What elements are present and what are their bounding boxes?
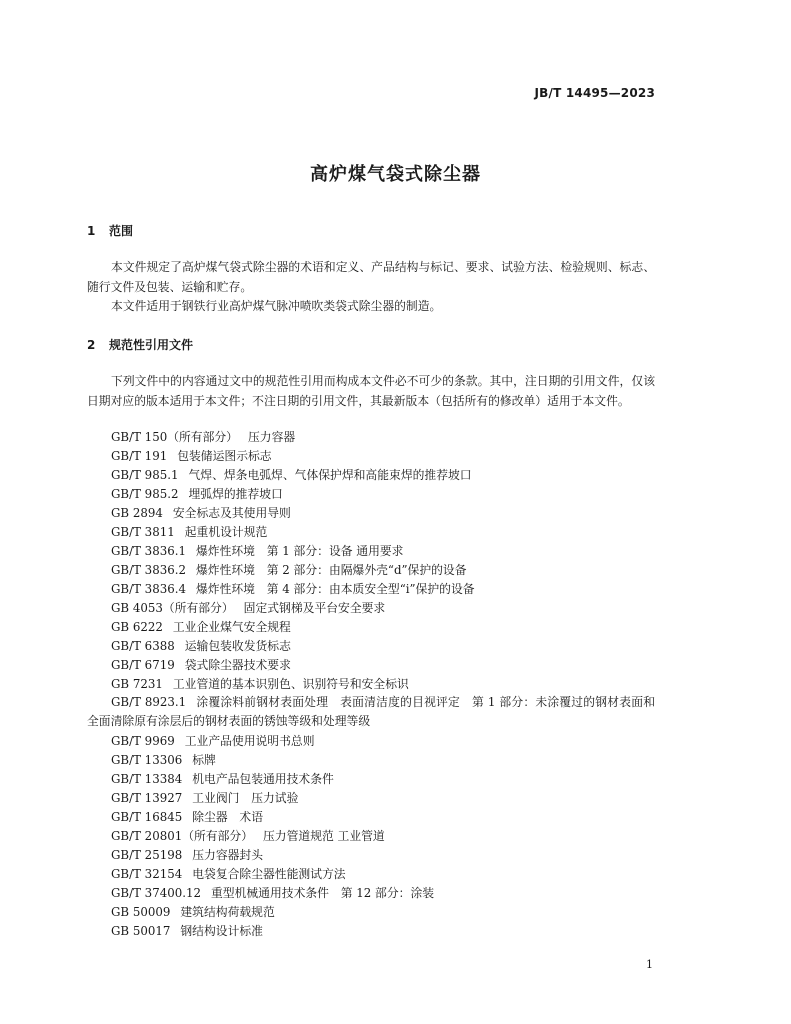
reference-item bbox=[111, 732, 315, 750]
reference-item bbox=[87, 693, 655, 731]
reference-code: GB/T 8923.1 bbox=[111, 695, 187, 709]
reference-item bbox=[111, 447, 272, 465]
reference-title: 工业企业煤气安全规程 bbox=[172, 620, 291, 634]
document-title: 高炉煤气袋式除尘器 bbox=[310, 164, 481, 185]
reference-title: 压力容器封头 bbox=[192, 848, 264, 862]
reference-code: GB 7231 bbox=[111, 677, 163, 691]
reference-item bbox=[111, 428, 295, 446]
reference-code: GB 50017 bbox=[111, 924, 171, 938]
reference-item bbox=[111, 618, 291, 636]
reference-code: GB/T 13306 bbox=[111, 753, 183, 767]
reference-title: 工业产品使用说明书总则 bbox=[184, 734, 315, 748]
reference-item bbox=[111, 770, 334, 788]
references-intro-paragraph: 下列文件中的内容通过文中的规范性引用而构成本文件必不可少的条款。其中，注日期的引用文件，仅该日期对应的版本适用于本文件；不注日期的引用文件，其最新版本（包括所有的修改单）适用于本文件。 bbox=[87, 374, 655, 408]
section-title: 范围 bbox=[109, 224, 134, 238]
reference-code: GB/T 3836.4 bbox=[111, 582, 186, 596]
reference-item bbox=[111, 922, 263, 940]
reference-item bbox=[111, 561, 467, 579]
reference-title: 涂覆涂料前钢材表面处理 表面清洁度的目视评定 第 1 部分：未涂覆过的钢材表面和全面清除原有涂层后的钢材表面的锈蚀等级和处理等级 bbox=[87, 695, 655, 728]
standard-code: JB/T 14495—2023 bbox=[534, 86, 655, 100]
reference-item bbox=[111, 485, 283, 503]
reference-item bbox=[111, 504, 291, 522]
section-title: 规范性引用文件 bbox=[109, 338, 194, 352]
reference-title: 标牌 bbox=[192, 753, 216, 767]
reference-item bbox=[111, 751, 216, 769]
reference-title: 气焊、焊条电弧焊、气体保护焊和高能束焊的推荐坡口 bbox=[188, 468, 472, 482]
reference-code: GB/T 32154 bbox=[111, 867, 183, 881]
reference-item bbox=[111, 827, 385, 845]
reference-item bbox=[111, 789, 298, 807]
reference-code: GB/T 13384 bbox=[111, 772, 183, 786]
section-heading-normative-references bbox=[87, 336, 193, 353]
reference-title: 压力管道规范 工业管道 bbox=[263, 829, 385, 843]
reference-code: GB/T 3836.2 bbox=[111, 563, 186, 577]
page-number: 1 bbox=[646, 958, 653, 971]
reference-item bbox=[111, 903, 275, 921]
reference-item bbox=[111, 580, 475, 598]
reference-code: GB/T 985.1 bbox=[111, 468, 179, 482]
reference-code: GB 50009 bbox=[111, 905, 171, 919]
reference-code: GB/T 13927 bbox=[111, 791, 183, 805]
reference-title: 重型机械通用技术条件 第 12 部分：涂装 bbox=[210, 886, 435, 900]
reference-title: 压力容器 bbox=[247, 430, 296, 444]
section-number: 2 bbox=[87, 338, 96, 352]
reference-code: GB/T 6388 bbox=[111, 639, 175, 653]
reference-item bbox=[111, 808, 263, 826]
reference-code: GB/T 6719 bbox=[111, 658, 175, 672]
reference-code: GB 2894 bbox=[111, 506, 163, 520]
reference-code: GB/T 3836.1 bbox=[111, 544, 186, 558]
reference-code: GB/T 9969 bbox=[111, 734, 175, 748]
reference-title: 起重机设计规范 bbox=[184, 525, 268, 539]
reference-item bbox=[111, 675, 409, 693]
reference-title: 机电产品包装通用技术条件 bbox=[192, 772, 334, 786]
reference-item bbox=[111, 523, 267, 541]
reference-title: 爆炸性环境 第 4 部分：由本质安全型“i”保护的设备 bbox=[195, 582, 475, 596]
reference-item bbox=[111, 846, 263, 864]
reference-code: GB/T 25198 bbox=[111, 848, 183, 862]
reference-code: GB/T 3811 bbox=[111, 525, 175, 539]
reference-code: GB/T 191 bbox=[111, 449, 168, 463]
reference-code: GB/T 16845 bbox=[111, 810, 183, 824]
reference-code: GB 4053（所有部分） bbox=[111, 601, 234, 615]
reference-title: 工业阀门 压力试验 bbox=[192, 791, 299, 805]
reference-item bbox=[111, 542, 403, 560]
reference-title: 爆炸性环境 第 1 部分：设备 通用要求 bbox=[195, 544, 404, 558]
reference-item bbox=[111, 656, 291, 674]
scope-paragraph-1: 本文件规定了高炉煤气袋式除尘器的术语和定义、产品结构与标记、要求、试验方法、检验规则、标志、随行文件及包装、运输和贮存。 bbox=[87, 260, 655, 294]
reference-item bbox=[111, 884, 434, 902]
reference-item bbox=[111, 637, 291, 655]
reference-code: GB/T 985.2 bbox=[111, 487, 179, 501]
section-number: 1 bbox=[87, 224, 96, 238]
reference-title: 除尘器 术语 bbox=[192, 810, 264, 824]
reference-title: 工业管道的基本识别色、识别符号和安全标识 bbox=[172, 677, 409, 691]
reference-title: 安全标志及其使用导则 bbox=[172, 506, 291, 520]
scope-paragraph-2: 本文件适用于钢铁行业高炉煤气脉冲喷吹类袋式除尘器的制造。 bbox=[111, 299, 442, 313]
reference-title: 运输包装收发货标志 bbox=[184, 639, 291, 653]
reference-item bbox=[111, 599, 385, 617]
reference-code: GB/T 37400.12 bbox=[111, 886, 201, 900]
reference-title: 包装储运图示标志 bbox=[177, 449, 272, 463]
reference-title: 钢结构设计标准 bbox=[180, 924, 263, 938]
section-heading-scope bbox=[87, 222, 133, 239]
reference-item bbox=[111, 466, 472, 484]
reference-title: 固定式钢梯及平台安全要求 bbox=[243, 601, 386, 615]
reference-code: GB 6222 bbox=[111, 620, 163, 634]
reference-title: 袋式除尘器技术要求 bbox=[184, 658, 291, 672]
reference-title: 爆炸性环境 第 2 部分：由隔爆外壳“d”保护的设备 bbox=[195, 563, 467, 577]
reference-title: 建筑结构荷载规范 bbox=[180, 905, 275, 919]
reference-title: 埋弧焊的推荐坡口 bbox=[188, 487, 283, 501]
reference-code: GB/T 20801（所有部分） bbox=[111, 829, 253, 843]
reference-code: GB/T 150（所有部分） bbox=[111, 430, 238, 444]
reference-title: 电袋复合除尘器性能测试方法 bbox=[192, 867, 346, 881]
reference-item bbox=[111, 865, 346, 883]
